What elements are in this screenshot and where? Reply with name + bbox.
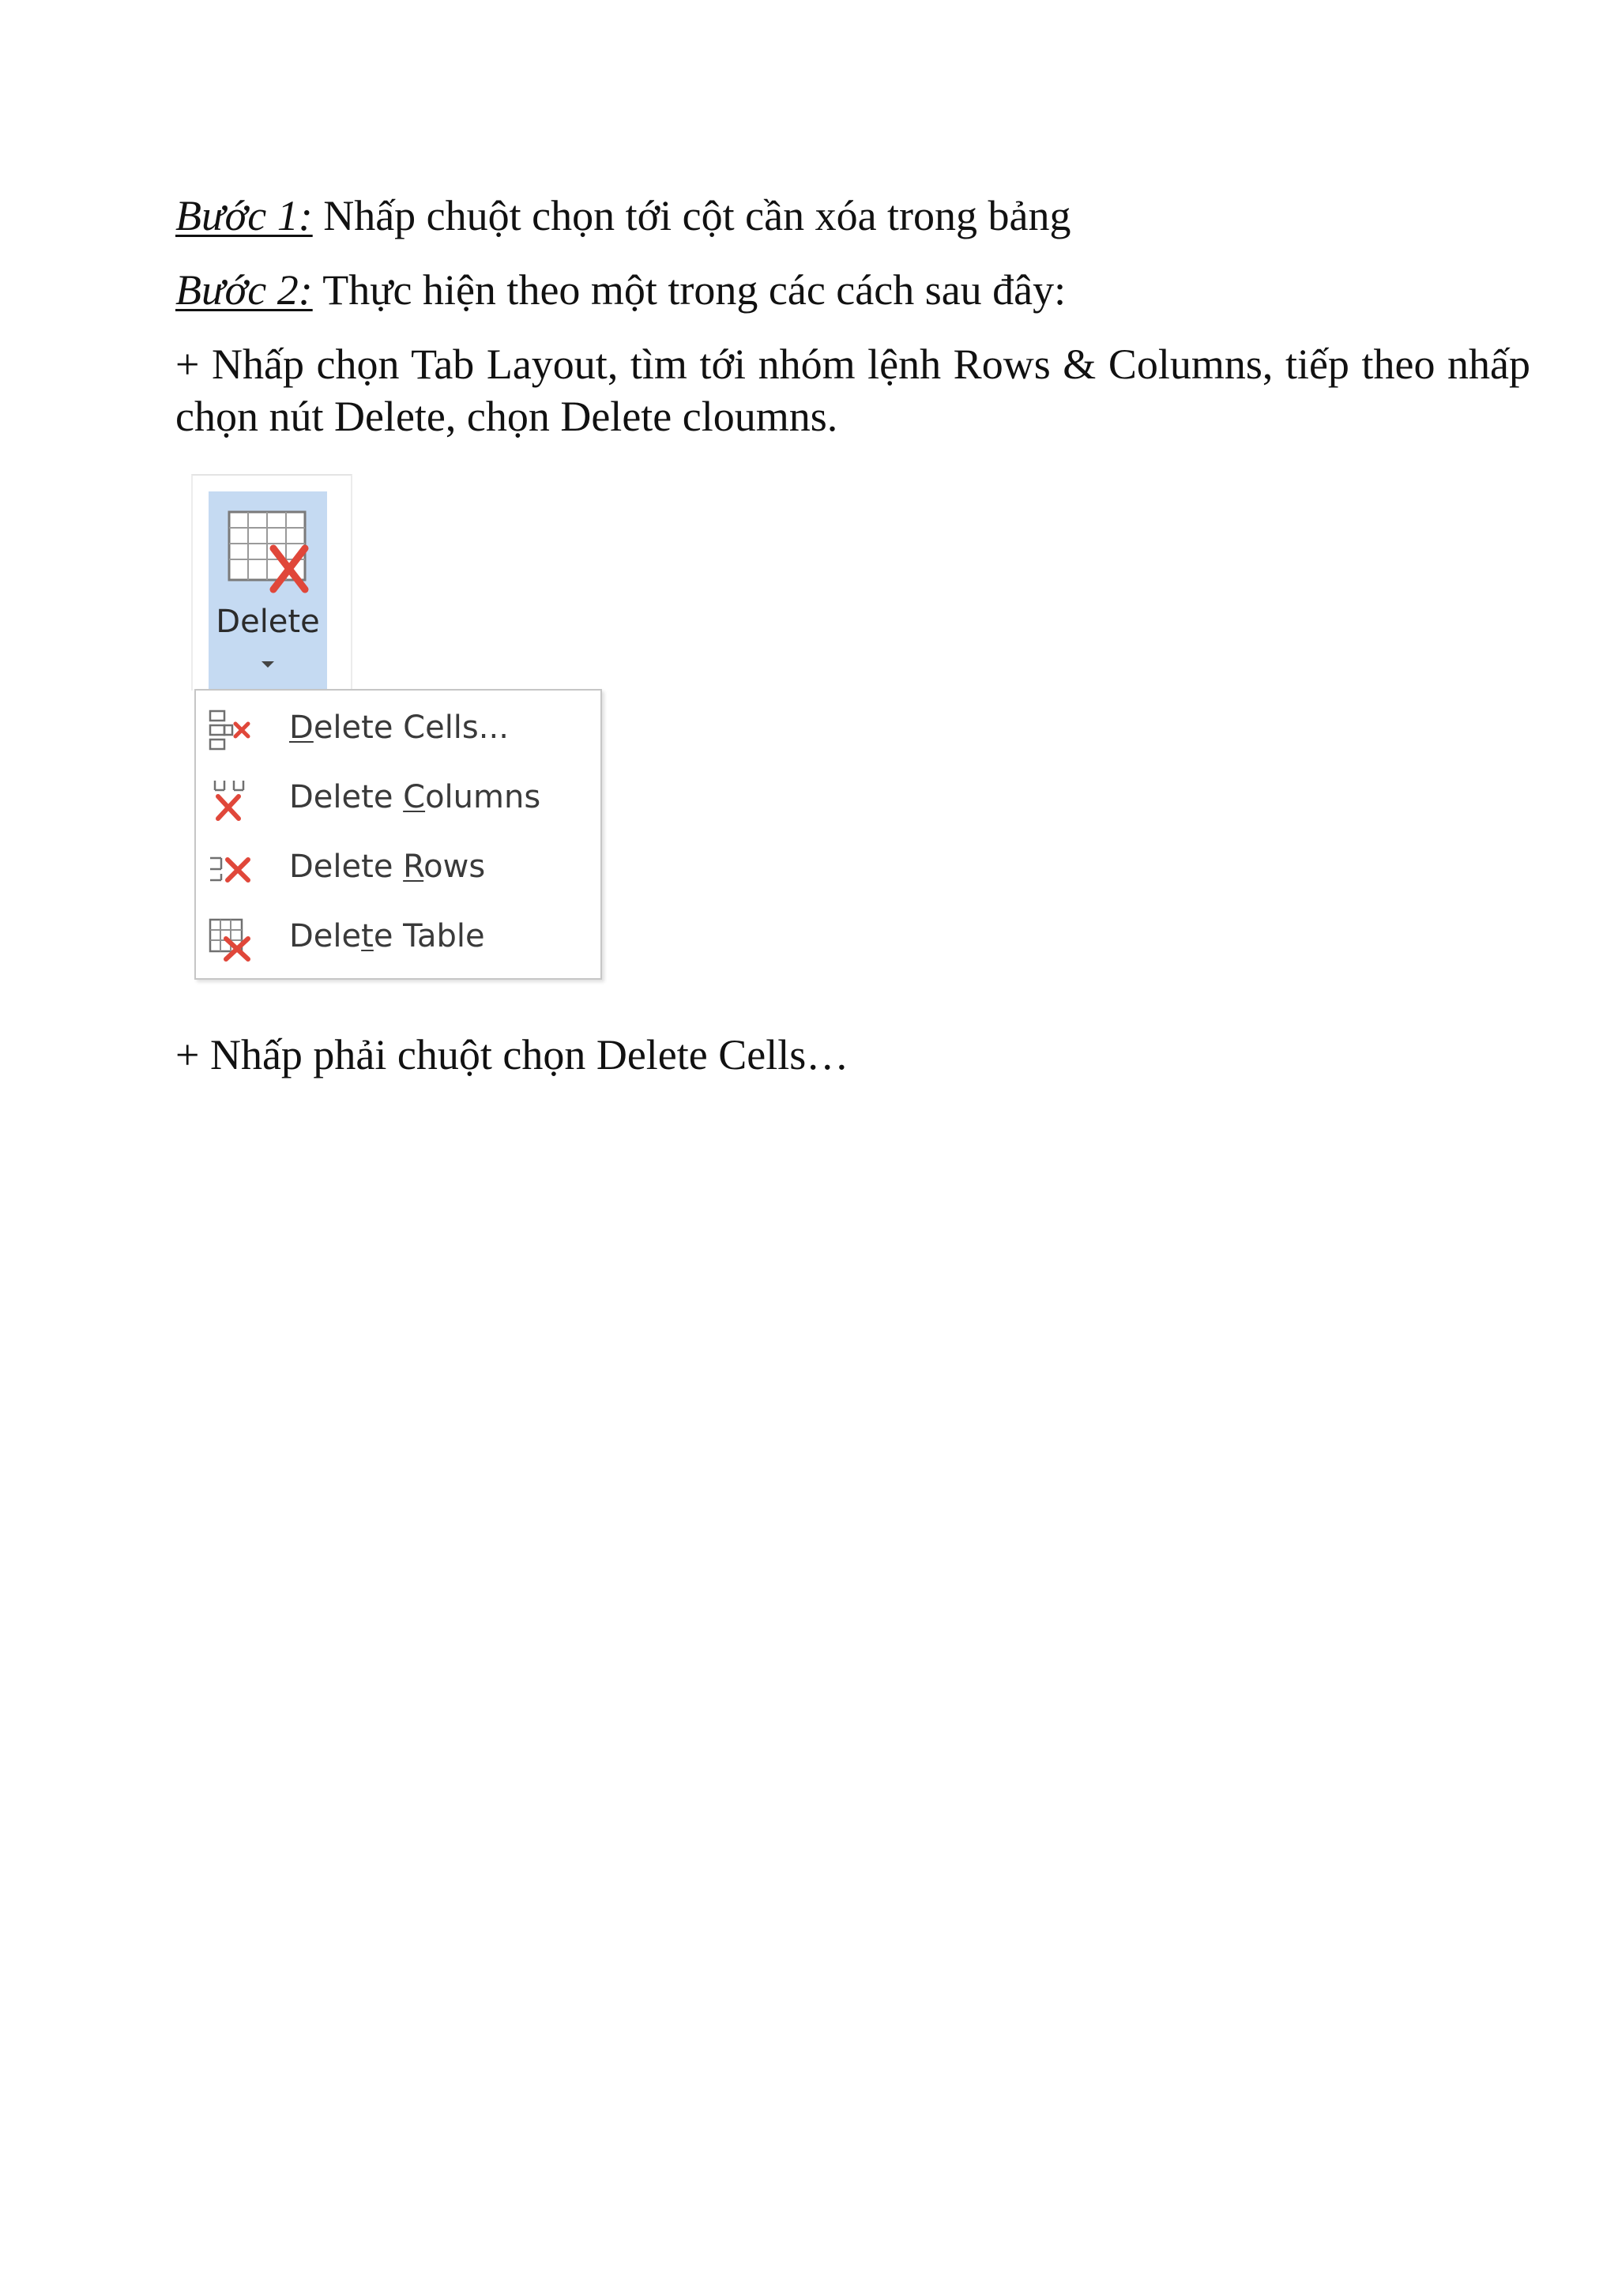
step-2-text: Thực hiện theo một trong các cách sau đây:: [312, 266, 1067, 314]
menu-item-delete-rows[interactable]: [196, 833, 599, 902]
menu-item-label: Delete Columns: [289, 779, 541, 815]
step-2: [175, 264, 1530, 316]
delete-rows-icon: [207, 847, 253, 893]
delete-dropdown-menu: [194, 689, 602, 980]
document-body: [175, 190, 1530, 442]
delete-button-label: Delete: [216, 604, 320, 640]
step-1-text: Nhấp chuột chọn tới cột cần xóa trong bảng: [312, 192, 1071, 239]
delete-columns-icon: [207, 777, 253, 823]
delete-ribbon-button[interactable]: [209, 491, 327, 689]
step-1-label: Bước 1:: [175, 192, 313, 239]
delete-cells-icon: [207, 708, 253, 754]
menu-item-label: Delete Rows: [289, 849, 486, 885]
step-2-label: Bước 2:: [175, 266, 313, 314]
menu-item-delete-columns[interactable]: [196, 763, 599, 833]
delete-table-icon: [207, 917, 253, 962]
menu-item-delete-cells[interactable]: [196, 694, 599, 763]
table-delete-icon: [224, 507, 311, 594]
menu-item-label: Delete Table: [289, 918, 485, 954]
menu-item-delete-table[interactable]: [196, 902, 599, 972]
method-1-text: + Nhấp chọn Tab Layout, tìm tới nhóm lệnh Rows & Columns, tiếp theo nhấp chọn nút Delete, chọn Delete cloumns.: [175, 341, 1530, 440]
ribbon-group: [191, 474, 352, 691]
menu-item-label: Delete Cells...: [289, 710, 509, 746]
step-1: [175, 190, 1530, 242]
method-2-text: + Nhấp phải chuột chọn Delete Cells…: [175, 1031, 849, 1078]
delete-menu-screenshot: [191, 474, 618, 988]
chevron-down-icon[interactable]: [262, 661, 274, 668]
